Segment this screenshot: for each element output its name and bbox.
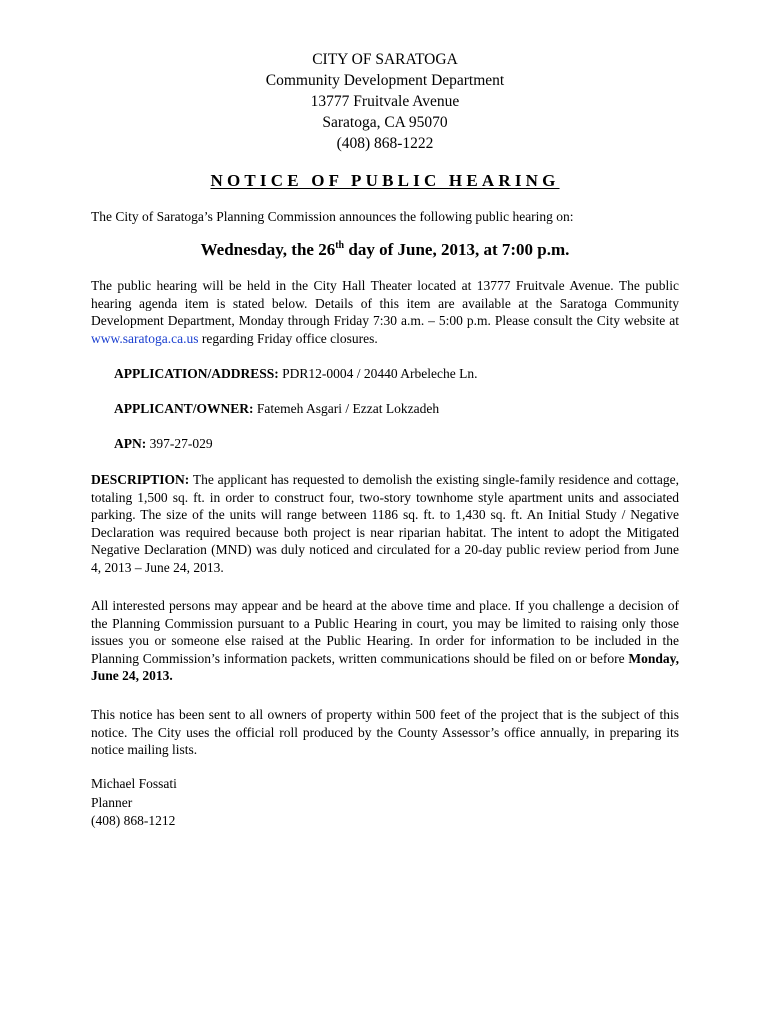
application-address-row (114, 366, 478, 382)
application-address-label: APPLICATION/ADDRESS: (114, 366, 279, 381)
applicant-owner-row (114, 401, 439, 417)
hearing-date-end: day of June, 2013, at 7:00 p.m. (344, 240, 570, 259)
intro-line: The City of Saratoga’s Planning Commission announces the following public hearing on: (91, 209, 574, 224)
letterhead-phone: (408) 868-1222 (336, 135, 434, 152)
applicant-owner-label: APPLICANT/OWNER: (114, 401, 254, 416)
apn-value: 397-27-029 (146, 436, 213, 451)
location-paragraph (91, 277, 679, 347)
signer-title: Planner (91, 794, 133, 810)
description-text: The applicant has requested to demolish the existing single-family residence and cottage, totaling 1,500 sq. ft. in order to construct four, two-story townhome style apartment units and associated parking. The size of the units will range between 1186 sq. ft. to 1,430 sq. ft. An Initial Study / Negative Declaration was required because both project is near riparian habitat. The intent to adopt the Mitigated Negative Declaration (MND) was duly noticed and circulated for a 20-day public review period from June 4, 2013 – June 24, 2013. (91, 472, 679, 575)
hearing-date-ordinal: th (335, 240, 345, 251)
interested-persons-paragraph (91, 597, 679, 685)
mailing-notice-paragraph: This notice has been sent to all owners of property within 500 feet of the project that is the subject of this notice. The City uses the official roll produced by the County Assessor’s office annually, in preparing its notice mailing lists. (91, 707, 679, 758)
filing-deadline: Monday, June 24, 2013. (91, 650, 679, 684)
letterhead-city-state-zip: Saratoga, CA 95070 (322, 114, 448, 131)
signer-name: Michael Fossati (91, 776, 177, 791)
location-text-end: regarding Friday office closures. (198, 330, 378, 346)
notice-title: NOTICE OF PUBLIC HEARING (210, 171, 560, 190)
letterhead-city: CITY OF SARATOGA (312, 51, 458, 68)
application-address-value: PDR12-0004 / 20440 Arbeleche Ln. (278, 366, 478, 381)
location-text: The public hearing will be held in the City Hall Theater located at 13777 Fruitvale Avenue. The public hearing agenda item is stated below. Details of this item are available at the Saratoga Community Development Department, Monday through Friday 7:30 a.m. – 5:00 p.m. Please consult the City website at (91, 278, 679, 329)
hearing-date-start: Wednesday, the 26 (200, 240, 336, 259)
letterhead (0, 49, 770, 154)
signature-block (91, 775, 177, 831)
city-website-link[interactable]: www.saratoga.ca.us (91, 330, 199, 346)
letterhead-street: 13777 Fruitvale Avenue (310, 93, 460, 110)
apn-row (114, 436, 213, 452)
apn-label: APN: (114, 436, 147, 451)
letterhead-department: Community Development Department (265, 72, 505, 89)
applicant-owner-value: Fatemeh Asgari / Ezzat Lokzadeh (253, 401, 440, 416)
description-paragraph (91, 471, 679, 577)
description-label: DESCRIPTION: (91, 472, 190, 487)
interested-persons-text: All interested persons may appear and be heard at the above time and place. If you challenge a decision of the Planning Commission pursuant to a Public Hearing in court, you may be limited to raising only those issues you or someone else raised at the Public Hearing. In order for information to be included in the Planning Commission’s information packets, written communications should be filed on or before (91, 598, 679, 666)
signer-phone: (408) 868-1212 (91, 813, 176, 828)
notice-title-block (0, 171, 770, 191)
hearing-date (0, 240, 770, 260)
